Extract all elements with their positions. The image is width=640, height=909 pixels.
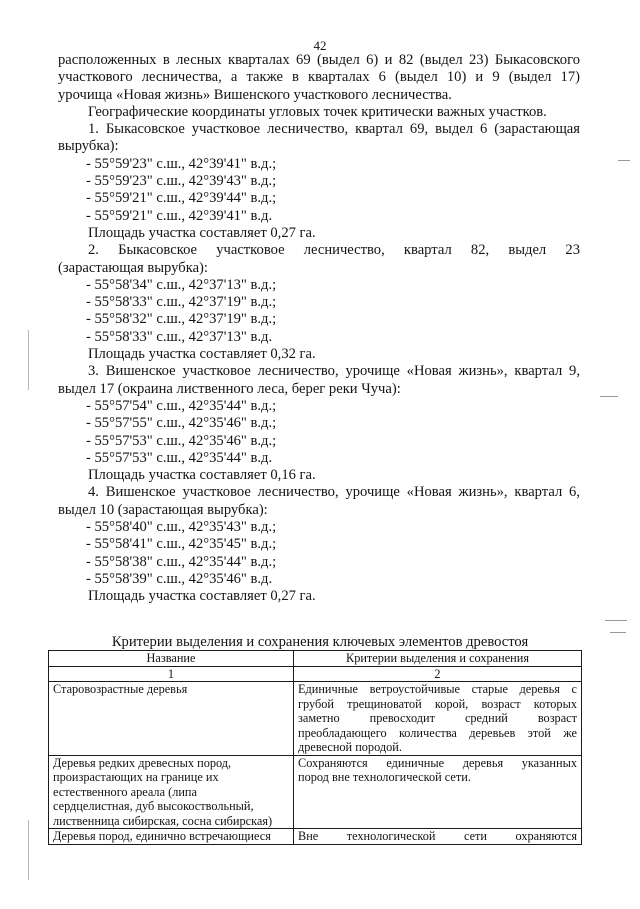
site-1-title: 1. Быкасовское участковое лесничество, квартал 69, выдел 6 (зарастающая [88, 121, 580, 138]
table-caption: Критерии выделения и сохранения ключевых элементов древостоя [111, 634, 529, 650]
row-2-criteria [294, 755, 582, 829]
row-1-criteria-line-1: Единичные ветроустойчивые старые деревья с [298, 682, 577, 696]
site-2-point-2: - 55°58'33" с.ш., 42°37'19" в.д.; [86, 294, 277, 311]
site-3-point-1: - 55°57'54" с.ш., 42°35'44" в.д.; [86, 397, 277, 414]
site-4-title-end: выдел 10 (зарастающая вырубка): [58, 501, 268, 518]
site-3-title-end: выдел 17 (окраина лиственного леса, берег реки Чуча): [58, 380, 401, 397]
page-number: 42 [313, 38, 327, 53]
site-1-area: Площадь участка составляет 0,27 га. [88, 224, 316, 241]
site-1-point-1: - 55°59'23" с.ш., 42°39'41" в.д.; [86, 155, 277, 172]
site-1-point-3: - 55°59'21" с.ш., 42°39'44" в.д.; [86, 190, 277, 207]
table-column-number-row [49, 666, 582, 682]
site-2-title-end: (зарастающая вырубка): [58, 259, 208, 276]
scan-speck [610, 632, 626, 633]
table-row [49, 829, 582, 845]
site-2-area: Площадь участка составляет 0,32 га. [88, 346, 316, 363]
site-1-title-end: вырубка): [58, 138, 119, 155]
row-2-criteria-line-1: Сохраняются единичные деревья указанных [298, 755, 577, 770]
row-1-name-line-1: Старовозрастные деревья [53, 682, 188, 696]
scan-speck [600, 396, 618, 397]
column-number-2: 2 [294, 666, 582, 682]
row-2-name-line-1: Деревья редких древесных пород, [53, 755, 232, 770]
site-2-point-4: - 55°58'33" с.ш., 42°37'13" в.д. [86, 328, 273, 345]
site-2-point-3: - 55°58'32" с.ш., 42°37'19" в.д.; [86, 311, 277, 328]
intro-line-1: расположенных в лесных кварталах 69 (выдел 6) и 82 (выдел 23) Быкасовского [58, 52, 580, 68]
row-2-name-line-4: сердцелистная, дуб высокоствольный, [53, 799, 254, 813]
row-2-criteria-line-2: пород вне технологической сети. [298, 770, 471, 784]
scan-speck [605, 620, 627, 621]
site-3-point-4: - 55°57'53" с.ш., 42°35'44" в.д. [86, 449, 273, 466]
scan-edge-line-left [28, 330, 29, 390]
row-2-name-line-5: лиственница сибирская, сосна сибирская) [53, 813, 273, 828]
row-1-criteria-line-2: грубой трещиноватой корой, возраст которых [298, 696, 577, 711]
row-1-criteria-line-4: преобладающего количества деревьев этой же [298, 725, 577, 740]
row-1-criteria [294, 682, 582, 756]
site-4-point-4: - 55°58'39" с.ш., 42°35'46" в.д. [86, 570, 273, 587]
intro-line-2: участкового лесничества, а также в кварталах 6 (выдел 10) и 9 (выдел 17) [58, 69, 580, 86]
site-1-point-2: - 55°59'23" с.ш., 42°39'43" в.д.; [86, 173, 277, 190]
site-4-point-1: - 55°58'40" с.ш., 42°35'43" в.д.; [86, 519, 277, 536]
intro-line-3: урочища «Новая жизнь» Вишенского участкового лесничества. [58, 86, 452, 103]
row-3-criteria [294, 829, 582, 845]
criteria-table [48, 650, 582, 845]
site-2-point-1: - 55°58'34" с.ш., 42°37'13" в.д.; [86, 276, 277, 293]
site-1-point-4: - 55°59'21" с.ш., 42°39'41" в.д. [86, 207, 273, 224]
header-name: Название [49, 651, 294, 667]
site-3-point-3: - 55°57'53" с.ш., 42°35'46" в.д.; [86, 432, 277, 449]
row-3-name-line-1: Деревья пород, единично встречающиеся [53, 829, 271, 843]
site-4-area: Площадь участка составляет 0,27 га. [88, 588, 316, 605]
row-2-name-line-3: естественного ареала (липа [53, 784, 197, 799]
table-row [49, 755, 582, 829]
site-2-title: 2. Быкасовское участковое лесничество, квартал 82, выдел 23 [88, 242, 580, 259]
site-3-area: Площадь участка составляет 0,16 га. [88, 467, 316, 484]
site-4-title: 4. Вишенское участковое лесничество, урочище «Новая жизнь», квартал 6, [88, 484, 580, 501]
coords-heading: Географические координаты угловых точек критически важных участков. [88, 103, 547, 120]
document-body [58, 52, 580, 606]
row-1-name [49, 682, 294, 756]
site-4-point-3: - 55°58'38" с.ш., 42°35'44" в.д.; [86, 553, 277, 570]
table-row [49, 682, 582, 756]
row-1-criteria-line-3: заметно превосходит средний возраст [298, 711, 577, 725]
header-criteria: Критерии выделения и сохранения [294, 651, 582, 667]
site-4-point-2: - 55°58'41" с.ш., 42°35'45" в.д.; [86, 536, 277, 553]
site-3-title: 3. Вишенское участковое лесничество, урочище «Новая жизнь», квартал 9, [88, 363, 580, 380]
scan-speck [618, 160, 630, 161]
scan-edge-line-left-lower [28, 820, 29, 880]
site-3-point-2: - 55°57'55" с.ш., 42°35'46" в.д.; [86, 415, 277, 432]
table-header-row [49, 651, 582, 667]
column-number-1: 1 [49, 666, 294, 682]
row-2-name-line-2: произрастающих на границе их [53, 770, 219, 784]
row-3-name [49, 829, 294, 845]
row-2-name [49, 755, 294, 829]
row-3-criteria-line-1: Вне технологической сети охраняются [298, 829, 577, 843]
row-1-criteria-line-5: древесной породой. [298, 740, 402, 754]
